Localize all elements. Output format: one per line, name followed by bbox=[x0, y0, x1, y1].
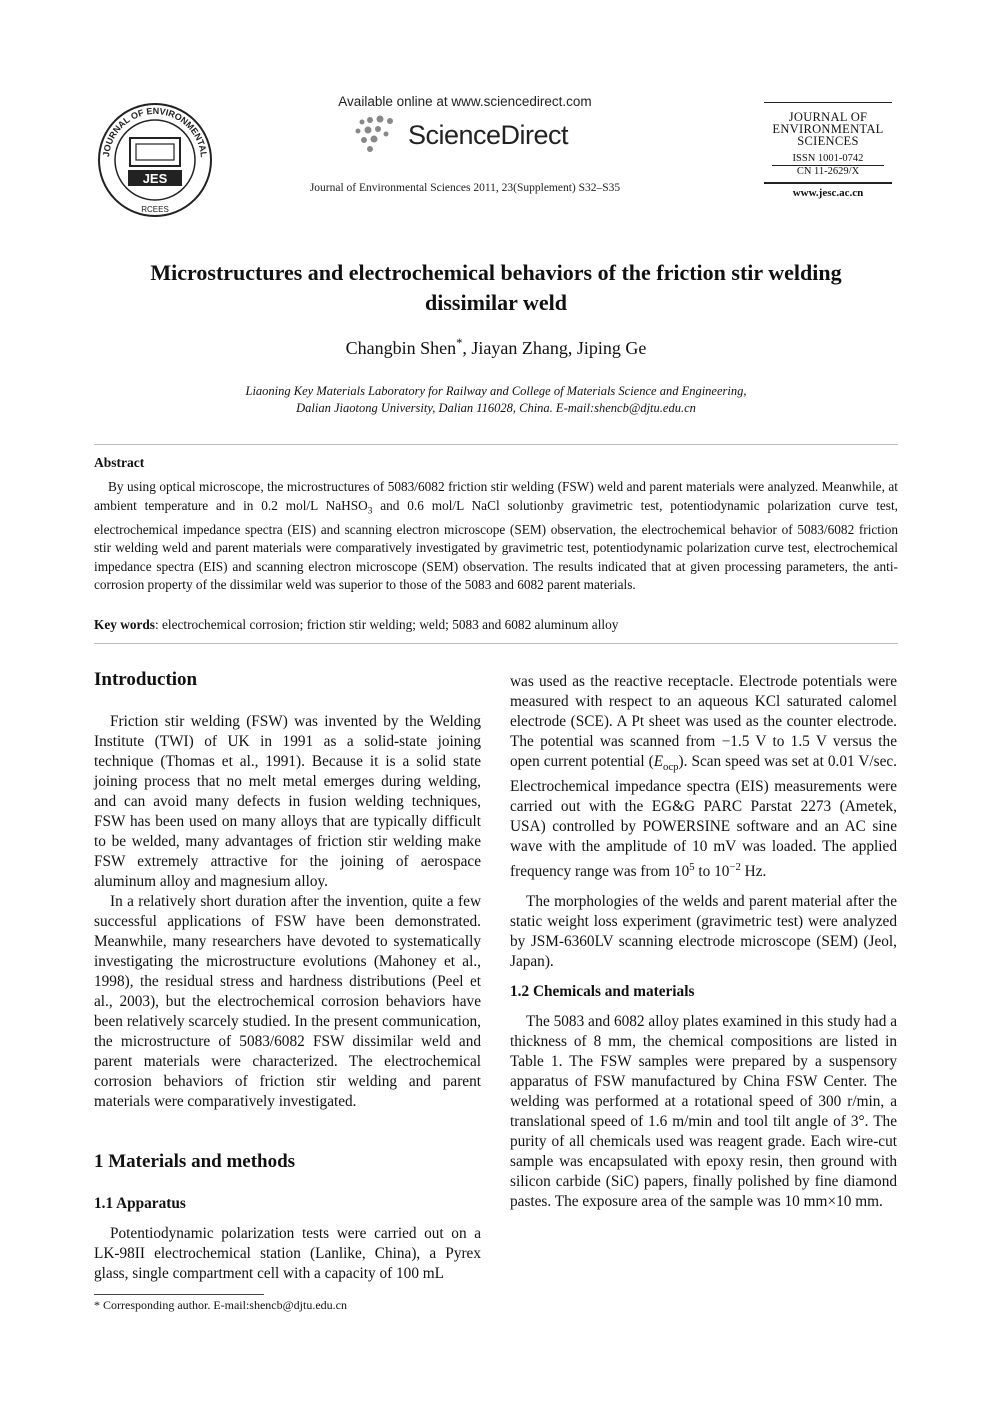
footnote: * Corresponding author. E-mail:shencb@djtu.edu.cn bbox=[94, 1298, 348, 1312]
sciencedirect-wordmark: ScienceDirect bbox=[408, 120, 569, 150]
journal-citation: Journal of Environmental Sciences 2011, 23(Supplement) S32–S35 bbox=[309, 182, 621, 194]
footnote-rule bbox=[94, 1294, 264, 1295]
paper-title: Microstructures and electrochemical behaviors of the friction stir welding dissimilar weld bbox=[150, 260, 842, 315]
divider bbox=[94, 643, 898, 644]
journal-website[interactable]: www.jesc.ac.cn bbox=[792, 187, 864, 199]
issn: ISSN 1001-0742 bbox=[792, 153, 864, 164]
apparatus-heading: 1.1 Apparatus bbox=[94, 1195, 186, 1212]
svg-text:JES: JES bbox=[142, 171, 168, 186]
sciencedirect-dots-icon bbox=[350, 112, 406, 156]
sciencedirect-logo bbox=[350, 112, 590, 156]
authors: Changbin Shen*, Jiayan Zhang, Jiping Ge bbox=[345, 336, 647, 358]
available-online-text: Available online at www.sciencedirect.com bbox=[338, 94, 592, 109]
intro-paragraph-1: Friction stir welding (FSW) was invented by the Welding Institute (TWI) of UK in 1991 as a solid-state joining technique (Thomas et al., 1991). Because it is a solid state joining process that no melt metal emerges during welding, and can avoid many defects in fusion welding techniques, FSW has been used on many alloys that are typically difficult to be welded, many advantages of friction stir welding make FSW extremely attractive for the joining of aerospace aluminum alloy and magnesium alloy. bbox=[94, 713, 481, 890]
cn-number: CN 11-2629/X bbox=[772, 165, 884, 178]
introduction-heading: Introduction bbox=[94, 669, 198, 690]
abstract-heading: Abstract bbox=[94, 455, 145, 470]
svg-text:JOURNAL OF ENVIRONMENTAL SCIEN: JOURNAL OF ENVIRONMENTAL bbox=[101, 105, 209, 158]
jes-title: JOURNAL OF ENVIRONMENTAL SCIENCES bbox=[772, 110, 884, 148]
intro-paragraph-2: In a relatively short duration after the invention, quite a few successful applications of FSW have been demonstrated. Meanwhile, many researchers have devoted to systematically investigating the microstructure evolutions (Mahoney et al., 1998), the residual stress and hardness distributions (Peel et al., 2003), but the electrochemical corrosion behaviors have been relatively scarcely studied. In the present communication, the microstructure of 5083/6082 FSW dissimilar weld and parent materials were characterized. The electrochemical corrosion behaviors of friction stir welding and parent materials were comparatively investigated. bbox=[94, 893, 481, 1110]
divider bbox=[94, 444, 898, 445]
chemicals-heading: 1.2 Chemicals and materials bbox=[510, 983, 695, 1000]
keywords: Key words: electrochemical corrosion; friction stir welding; weld; 5083 and 6082 aluminum alloy bbox=[94, 617, 619, 632]
abstract-text: By using optical microscope, the microstructures of 5083/6082 friction stir welding (FSW) weld and parent materials were analyzed. Meanwhile, at ambient temperature and in 0.2 mol/L NaHSO$_3$ and 0.6 mol/L NaCl solutionby gravimetric test, potentiodynamic polarization curve test, electrochemical impedance spectra (EIS) and scanning electron microscope (SEM) observation, the electrochemical behavior of 5083/6082 friction stir welding weld and parent materials were comparatively investigated by gravimetric test, potentiodynamic polarization curve test, electrochemical impedance spectra (EIS) and scanning electron microscope (SEM) observation. The results indicated that at given processing parameters, the anti-corrosion property of the dissimilar weld was superior to those of the 5083 and 6082 parent materials. bbox=[94, 479, 899, 593]
methods-heading: 1 Materials and methods bbox=[94, 1151, 296, 1172]
affiliation: Liaoning Key Materials Laboratory for Railway and College of Materials Science and Engineering, Dalian Jiaotong University, Dalian 116028, China. E-mail:shencb@djtu.edu.cn bbox=[245, 384, 747, 415]
chemicals-paragraph: The 5083 and 6082 alloy plates examined in this study had a thickness of 8 mm, the chemical compositions are listed in Table 1. The FSW samples were prepared by a suspensory apparatus of FSW manufactured by China FSW Center. The welding was performed at a rotational speed of 300 r/min, a translational speed of 1.6 m/min and tool tilt angle of 3°. The purity of all chemicals used was reagent grade. Each wire-cut sample was encapsulated with epoxy resin, then ground with silicon carbide (SiC) papers, finally polished by fine diamond pastes. The exposure area of the sample was 10 mm×10 mm. bbox=[510, 1013, 897, 1210]
jes-masthead bbox=[764, 102, 892, 199]
journal-seal-logo bbox=[92, 100, 218, 220]
apparatus-paragraph-cont: was used as the reactive receptacle. Electrode potentials were measured with respect to an aqueous KCl saturated calomel electrode (SCE). A Pt sheet was used as the counter electrode. The potential was scanned from −1.5 V to 1.5 V versus the open current potential $(E_{ocp})$. Scan speed was set at 0.01 V/sec. Electrochemical impedance spectra (EIS) measurements were carried out with the EG&G PARC Parstat 2273 (Ametek, USA) controlled by POWERSINE software and an AC sine wave with the amplitude of 10 mV was loaded. The applied frequency range was from $10^5$ to $10^{-2}$ Hz. bbox=[510, 673, 898, 881]
morphology-paragraph: The morphologies of the welds and parent material after the static weight loss experiment (gravimetric test) were analyzed by JSM-6360LV scanning electrode microscope (SEM) (Jeol, Japan). bbox=[510, 893, 897, 970]
svg-text:RCEES: RCEES bbox=[141, 205, 169, 214]
apparatus-paragraph: Potentiodynamic polarization tests were carried out on a LK-98II electrochemical station (Lanlike, China), a Pyrex glass, single compartment cell with a capacity of 100 mL bbox=[94, 1225, 481, 1282]
